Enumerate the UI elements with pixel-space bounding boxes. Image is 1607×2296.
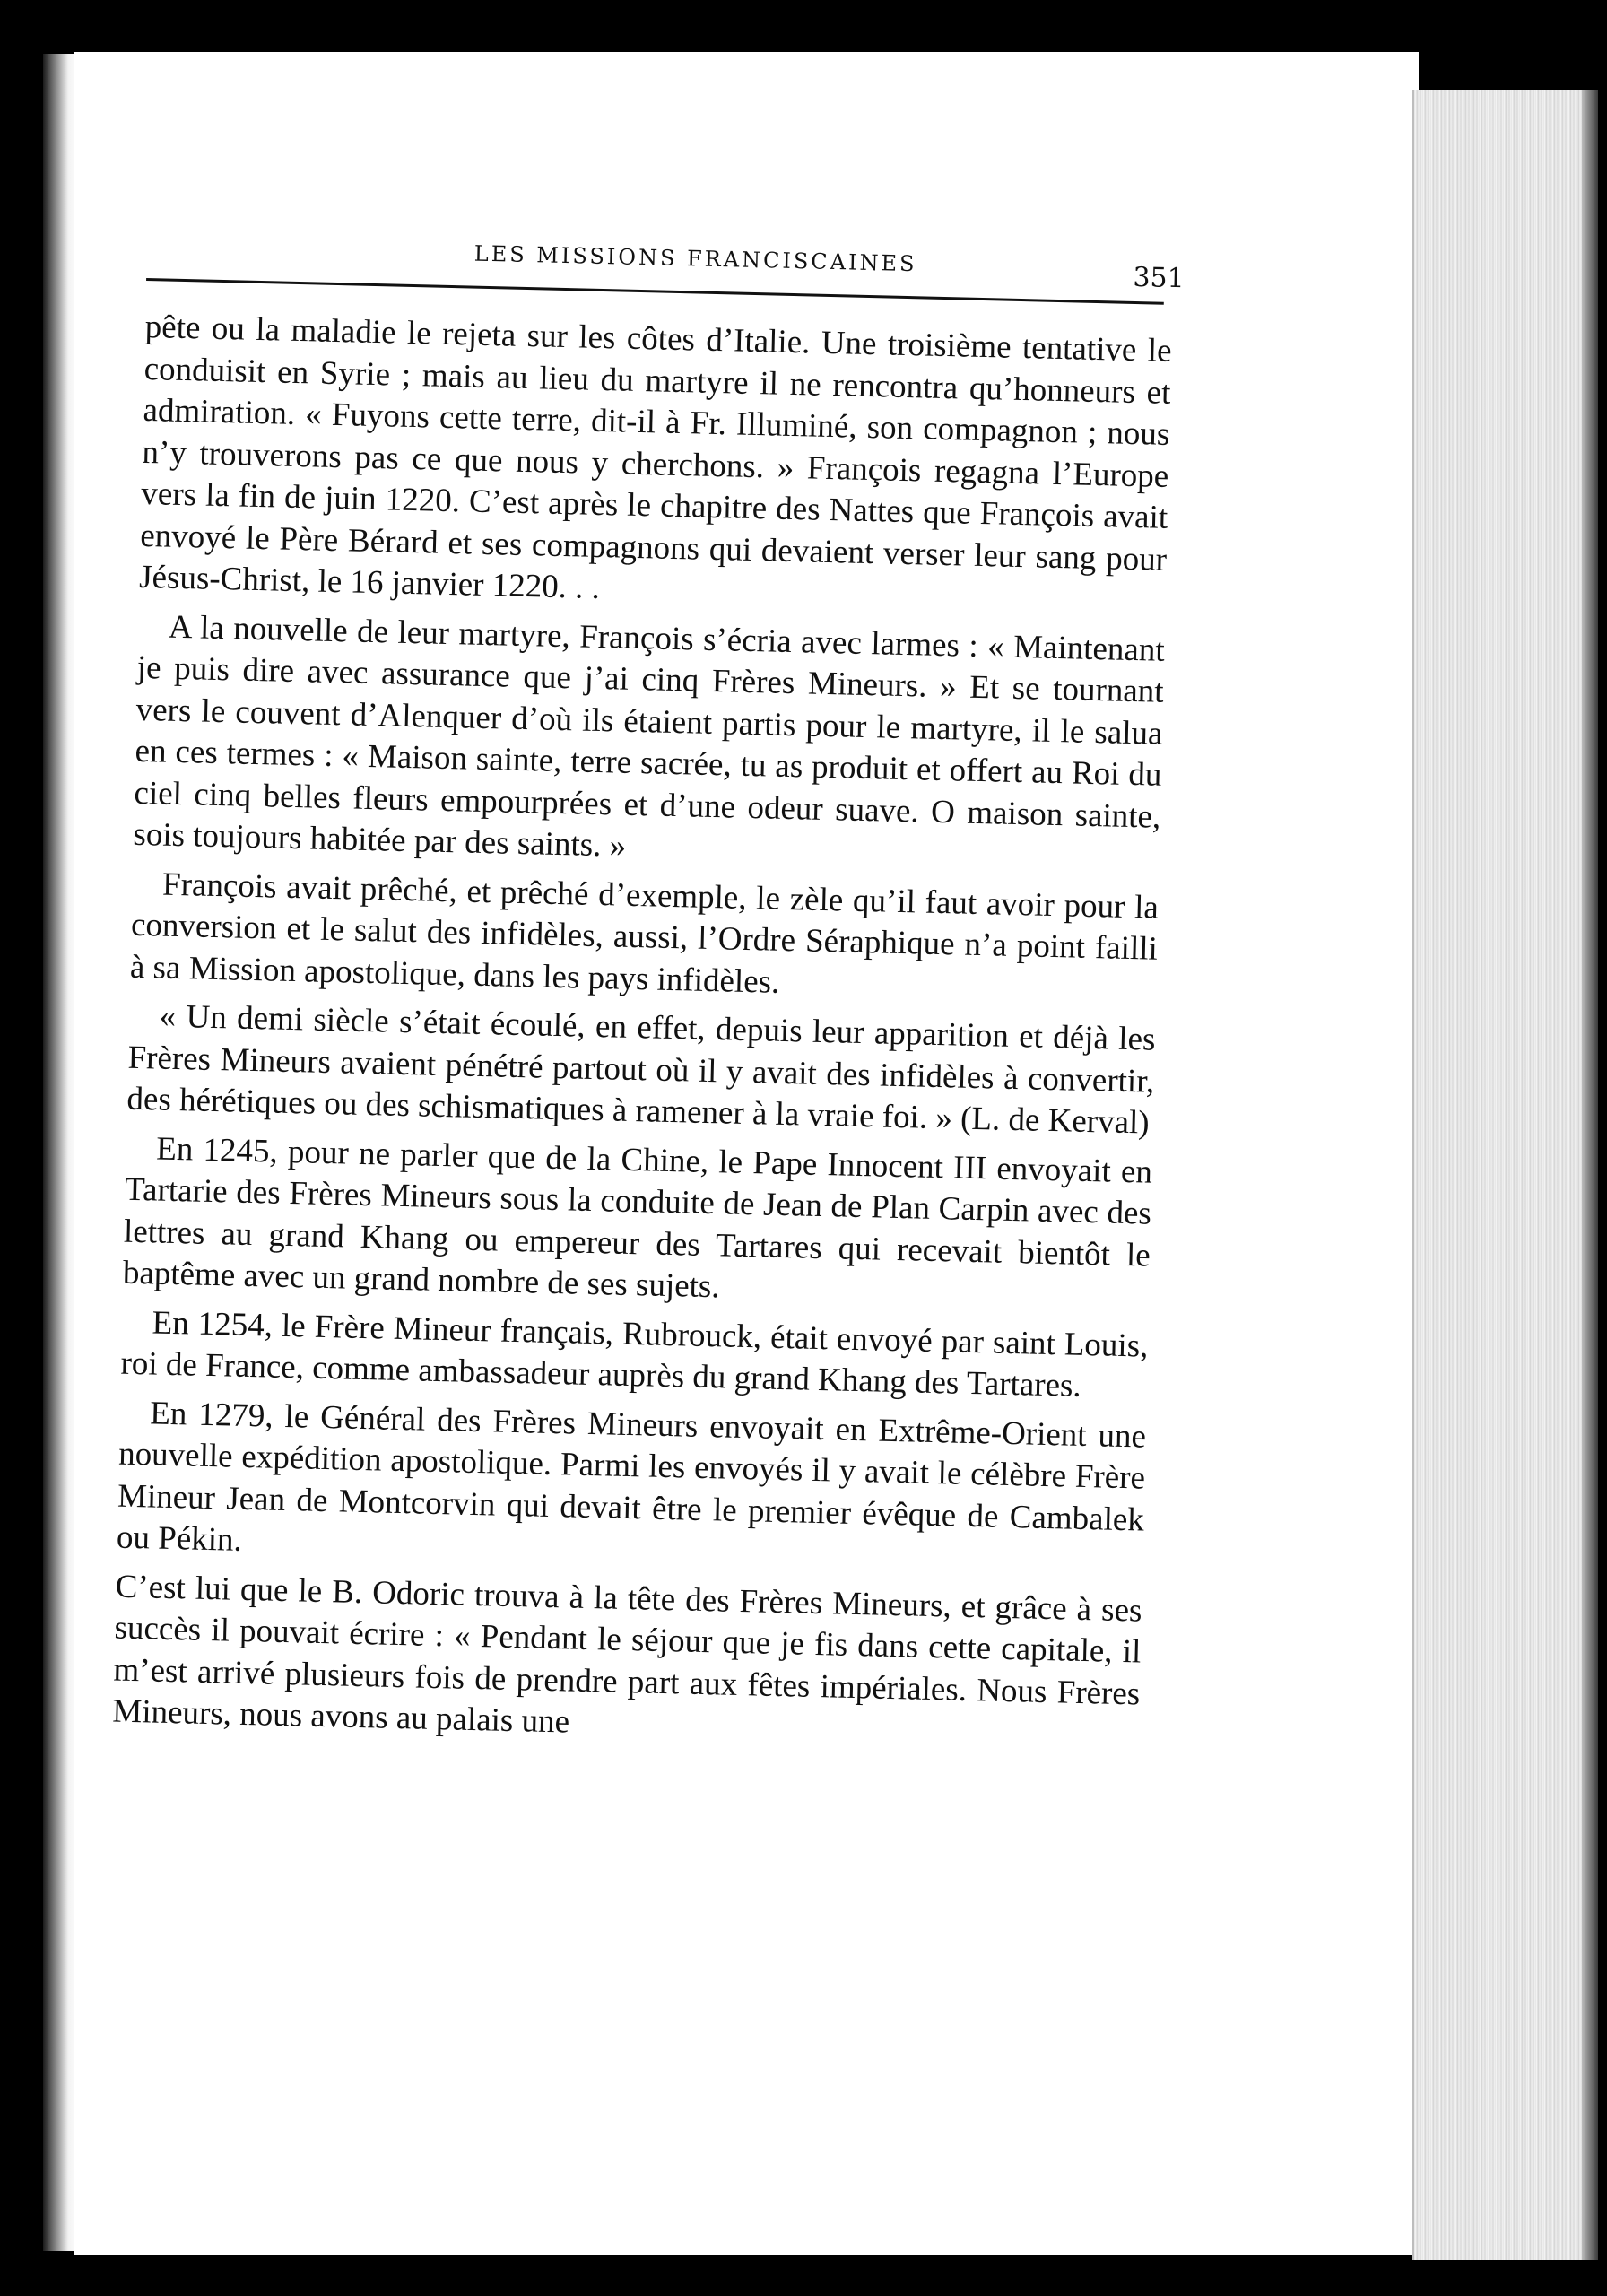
page-content [111,206,1186,1741]
paragraph: C’est lui que le B. Odoric trouva à la tête des Frères Mineurs, et grâce à ses succès il pouvait écrire : « Pendant le séjour que je fis dans cette capitale, il m’est arrivé plusieurs fois de prendre part aux fêtes impériales. Nous Frères Mineurs, nous avons au palais une [111,1568,1142,1741]
book-page-edges [1412,90,1598,2260]
header-rule [146,278,1164,305]
running-head-title: LES MISSIONS FRANCISCAINES [473,240,917,277]
body-text [112,307,1172,1757]
page-number: 351 [1133,261,1186,295]
paragraph: En 1254, le Frère Mineur français, Rubrouck, était envoyé par saint Louis, roi de France, comme ambassadeur auprès du grand Khang des Tartares. [120,1303,1149,1405]
paragraph: A la nouvelle de leur martyre, François s’écria avec larmes : « Maintenant je puis dire avec assurance que j’ai cinq Frères Mineurs. » Et se tournant vers le couvent d’Alenquer d’où ils étaient partis pour le martyre, il le salua en ces termes : « Maison sainte, terre sacrée, tu as produit et offert au Roi du ciel cinq belles fleurs empourprées et d’une odeur suave. O maison sainte, sois toujours habitée par des saints. » [133,608,1166,865]
paragraph: En 1279, le Général des Frères Mineurs envoyait en Extrême-Orient une nouvelle expédition apostolique. Parmi les envoyés il y avait le célèbre Frère Mineur Jean de Montcorvin qui devait être le premier évêque de Cambalek ou Pékin. [116,1394,1147,1559]
paragraph: pête ou la maladie le rejeta sur les côtes d’Italie. Une troisième tentative le conduisit en Syrie ; mais au lieu du martyre il ne rencontra qu’honneurs et admiration. « Fuyons cette terre, dit-il à Fr. Illuminé, son compagnon ; nous n’y trouverons pas ce que nous y cherchons. » François regagna l’Europe vers la fin de juin 1220. C’est après le chapitre des Nattes que François avait envoyé le Père Bérard et ses compagnons qui devaient verser leur sang pour Jésus-Christ, le 16 janvier 1220. . . [138,308,1172,606]
paragraph: « Un demi siècle s’était écoulé, en effet, depuis leur apparition et déjà les Frères Mineurs avaient pénétré partout où il y avait des infidèles à convertir, des hérétiques ou des schismatiques à ramener à la vraie foi. » (L. de Kerval) [126,997,1156,1142]
paragraph: En 1245, pour ne parler que de la Chine, le Pape Innocent III envoyait en Tartarie des Frères Mineurs sous la conduite de Jean de Plan Carpin avec des lettres au grand Khang ou empereur des Tartares qui recevait bientôt le baptême avec un grand nombre de ses sujets. [122,1130,1153,1306]
paragraph: François avait prêché, et prêché d’exemple, le zèle qu’il faut avoir pour la conversion et le salut des infidèles, aussi, l’Ordre Séraphique n’a point failli à sa Mission apostolique, dans les pays infidèles. [129,865,1160,1001]
